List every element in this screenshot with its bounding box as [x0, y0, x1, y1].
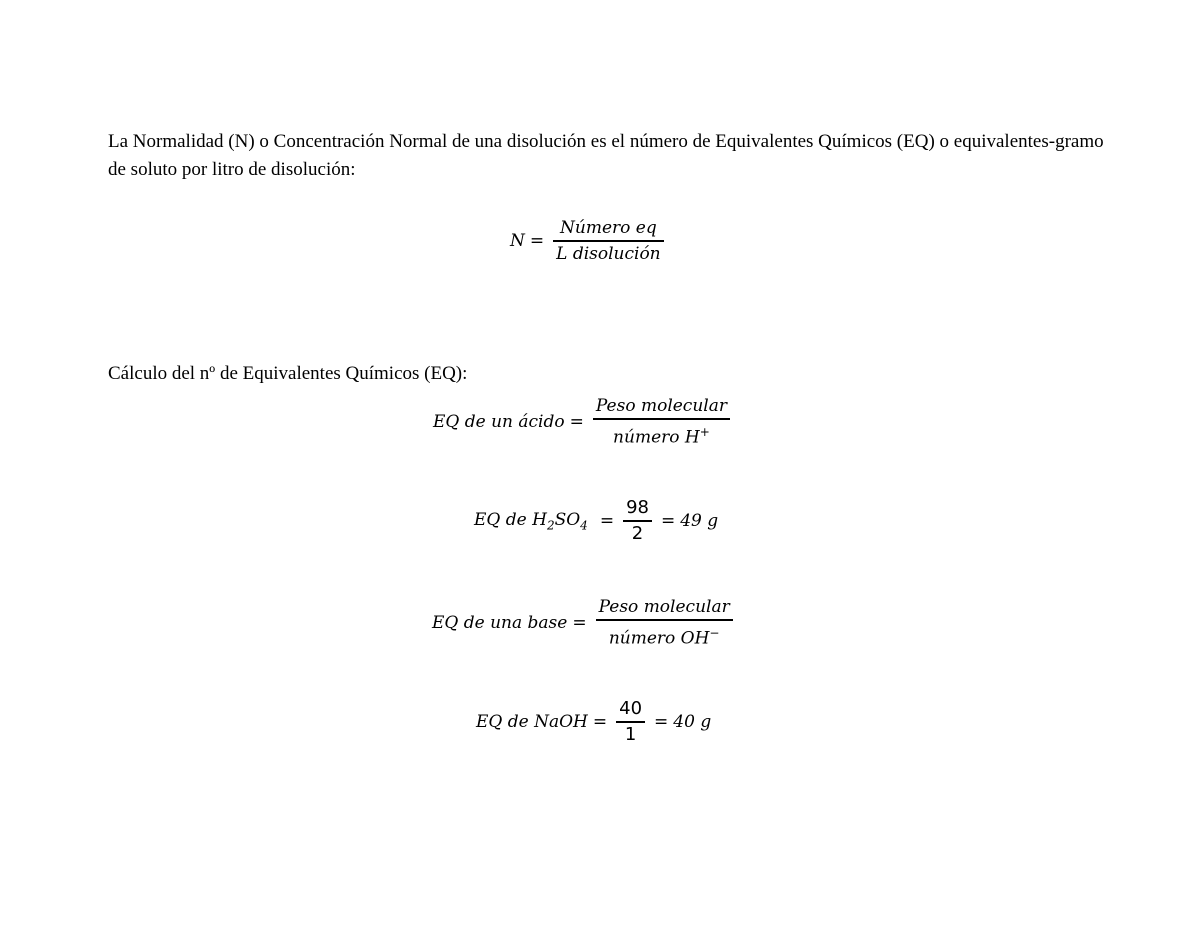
eq-base-numerator: Peso molecular	[598, 597, 730, 617]
equals-sign: =	[660, 511, 676, 531]
eq-base-lhs: EQ de una base	[432, 612, 568, 633]
eq-h2so4-formula	[474, 496, 718, 546]
normality-denominator: L disolución	[556, 244, 661, 264]
normality-formula	[510, 216, 668, 266]
eq-base-denominator	[606, 621, 723, 651]
equals-sign: =	[599, 511, 615, 531]
eq-naoh-result: 40 g	[673, 712, 712, 732]
calc-heading: Cálculo del nº de Equivalentes Químicos (EQ):	[108, 363, 468, 384]
eq-acid-numerator: Peso molecular	[595, 396, 727, 416]
normality-lhs: N	[510, 231, 525, 251]
eq-h2so4-numerator: 98	[626, 497, 649, 518]
eq-acid-denominator	[610, 420, 713, 450]
eq-h2so4-denominator: 2	[631, 523, 644, 544]
eq-naoh-fraction	[616, 697, 645, 747]
eq-h2so4-fraction	[623, 496, 652, 546]
eq-h2so4-sub2: 4	[580, 518, 588, 533]
eq-h2so4-result: 49 g	[680, 511, 719, 531]
eq-base-denominator-base: número OH	[608, 628, 710, 649]
eq-acid-fraction	[593, 394, 730, 450]
normality-numerator: Número eq	[560, 218, 657, 238]
eq-base-denominator-sup: −	[709, 626, 720, 640]
eq-acid-lhs: EQ de un ácido	[433, 411, 565, 432]
normality-fraction	[553, 216, 664, 266]
eq-h2so4-mid: SO	[554, 509, 581, 530]
equals-sign: =	[572, 612, 587, 633]
eq-acid-formula	[433, 394, 734, 450]
eq-h2so4-sub1: 2	[546, 518, 555, 533]
eq-naoh-denominator: 1	[624, 724, 637, 745]
eq-acid-denominator-base: número H	[613, 427, 700, 448]
equals-sign: =	[569, 411, 584, 432]
eq-base-fraction	[596, 595, 733, 651]
intro-paragraph: La Normalidad (N) o Concentración Normal de una disolución es el número de Equivalentes Químicos (EQ) o equivalentes-gramo de soluto por litro de disolución:	[108, 131, 1104, 180]
eq-naoh-formula	[476, 697, 711, 747]
eq-naoh-lhs: EQ de NaOH	[476, 712, 588, 732]
eq-h2so4-lhs-prefix: EQ de H	[474, 509, 547, 530]
eq-acid-denominator-sup: +	[699, 425, 710, 439]
equals-sign: =	[592, 712, 608, 732]
eq-base-formula	[432, 595, 737, 651]
eq-naoh-numerator: 40	[619, 698, 643, 719]
equals-sign: =	[654, 712, 669, 732]
equals-sign: =	[529, 231, 545, 251]
eq-h2so4-lhs	[474, 510, 588, 532]
